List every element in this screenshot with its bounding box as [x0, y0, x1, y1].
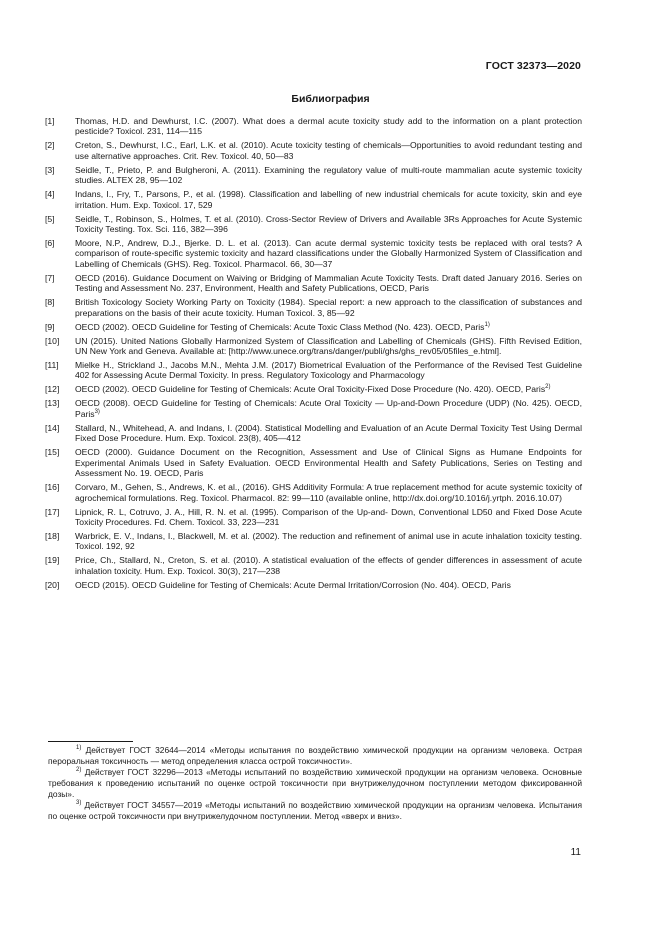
reference-item [45, 360, 582, 381]
reference-text: OECD (2002). OECD Guideline for Testing of Chemicals: Acute Oral Toxicity-Fixed Dose Procedure (No. 420). OECD, Paris [75, 384, 546, 395]
reference-number: [20] [45, 579, 60, 590]
bibliography-heading: Библиография [291, 93, 370, 105]
reference-number: [15] [45, 447, 60, 458]
footnote-reference: 3) [94, 409, 100, 416]
reference-number: [5] [45, 213, 55, 224]
reference-item [45, 116, 582, 137]
footnote [48, 800, 582, 822]
reference-item [45, 580, 582, 590]
reference-number: [6] [45, 238, 55, 249]
reference-text-block [75, 531, 582, 552]
reference-item [45, 447, 582, 478]
footnote-mark: 1) [76, 745, 82, 752]
reference-item [45, 273, 582, 294]
reference-text: OECD (2002). OECD Guideline for Testing of Chemicals: Acute Toxic Class Method (No. 423). OECD, Paris [75, 321, 485, 332]
reference-item [45, 555, 582, 576]
reference-item [45, 423, 582, 444]
reference-number: [18] [45, 530, 60, 541]
reference-number: [3] [45, 164, 55, 175]
reference-text-block [75, 297, 582, 318]
reference-number: [16] [45, 482, 60, 493]
reference-text-block [75, 555, 582, 576]
footnote-list [48, 745, 582, 822]
reference-text-block [75, 360, 582, 381]
reference-number: [8] [45, 297, 55, 308]
footnote [48, 767, 582, 799]
reference-text-block [75, 336, 582, 357]
footnote-reference: 2) [545, 384, 551, 391]
reference-item [45, 322, 582, 332]
footnote-reference: 1) [484, 321, 490, 328]
reference-number: [17] [45, 506, 60, 517]
reference-text-block [75, 273, 582, 294]
footnote-text: Действует ГОСТ 32644—2014 «Методы испытания по воздействию химической продукции на организм человека. Острая пероральная токсичность — метод определения класса острой токсичности». [48, 745, 582, 766]
reference-item [45, 189, 582, 210]
reference-number: [19] [45, 555, 60, 566]
reference-text-block [75, 140, 582, 161]
reference-text: Mielke H., Strickland J., Jacobs M.N., Mehta J.M. (2017) Biometrical Evaluation of the Performance of the Revised Test Guideline 402 for Assessing Acute Dermal Toxicity. In press. Regulatory Toxicology and Pharmacology [75, 360, 582, 381]
reference-number: [11] [45, 360, 59, 371]
reference-text: UN (2015). United Nations Globally Harmonized System of Classification and Labelling of Chemicals (GHS). Fifth Revised Edition, UN New York and Geneva. Available at: [http://www.unece.org/trans/danger/publi/ghs/ghs_rev05/05files_e.html]. [75, 335, 582, 357]
reference-text-block [75, 116, 582, 137]
reference-text-block [75, 507, 582, 528]
reference-item [45, 384, 582, 394]
reference-number: [13] [45, 398, 60, 409]
reference-text: OECD (2015). OECD Guideline for Testing of Chemicals: Acute Dermal Irritation/Corrosion (No. 404). OECD, Paris [75, 579, 511, 590]
reference-item [45, 531, 582, 552]
reference-list [45, 116, 582, 594]
reference-number: [4] [45, 189, 55, 200]
reference-text: Moore, N.P., Andrew, D.J., Bjerke. D. L. et al. (2013). Can acute dermal systemic toxicity tests be replaced with oral tests? A comparison of route-specific systemic toxicity and hazard classifications under the Globally Harmonized System of Classification and Labelling of Chemicals (GHS). Reg. Toxicol. Pharmacol. 66, 30—37 [75, 238, 582, 269]
reference-text-block [75, 482, 582, 503]
footnote-text: Действует ГОСТ 34557—2019 «Методы испытаний по воздействию химической продукции на организм человека. Испытания по оценке острой токсичности при внутрижелудочном поступлении. Метод «вверх и вниз». [48, 800, 582, 821]
reference-text: British Toxicology Society Working Party on Toxicity (1984). Special report: a new approach to the classification of substances and preparations on the basis of their acute toxicity. Human Toxicol. 3, 85—92 [75, 297, 582, 318]
reference-item [45, 507, 582, 528]
reference-item [45, 482, 582, 503]
reference-text-block [75, 423, 582, 444]
reference-item [45, 398, 582, 419]
reference-number: [12] [45, 384, 60, 395]
reference-text-block [75, 384, 582, 394]
reference-item [45, 238, 582, 269]
reference-text: Stallard, N., Whitehead, A. and Indans, I. (2004). Statistical Modelling and Evaluation of an Acute Dermal Toxicity Test Using Dermal Fixed Dose Procedure. Hum. Exp. Toxicol. 23(8), 405—412 [75, 422, 582, 444]
reference-text-block [75, 238, 582, 269]
footnote-text: Действует ГОСТ 32296—2013 «Методы испытаний по воздействию химической продукции на организм человека. Основные требования к проведению испытаний по оценке острой токсичности при внутрижелудочном поступлении методом фиксированной дозы». [48, 767, 582, 799]
reference-text-block [75, 322, 582, 332]
reference-number: [9] [45, 321, 55, 332]
page-number: 11 [570, 847, 581, 858]
footnote-mark: 2) [76, 767, 82, 774]
reference-item [45, 297, 582, 318]
reference-number: [14] [45, 422, 60, 433]
reference-text: Lipnick, R. L, Cotruvo, J. A., Hill, R. N. et al. (1995). Comparison of the Up-and- Down, Conventional LD50 and Fixed Dose Acute Toxicity Procedures. Fd. Chem. Toxicol. 33, 223—231 [75, 506, 582, 527]
reference-item [45, 165, 582, 186]
reference-text: Indans, I., Fry, T., Parsons, P., et al. (1998). Classification and labelling of new industrial chemicals for acute toxicity, skin and eye irritation. Hum. Exp. Toxicol. 17, 529 [75, 189, 582, 210]
reference-text: Corvaro, M., Gehen, S., Andrews, K. et al., (2016). GHS Additivity Formula: A true replacement method for acute systemic toxicity of agrochemical formulations. Reg. Toxicol. Pharmacol. 82: 99—110 (available online, http://dx.doi.org/10.1016/j.yrtph. 2016.10.07) [75, 482, 582, 503]
reference-item [45, 140, 582, 161]
standard-code: ГОСТ 32373—2020 [485, 60, 581, 72]
reference-text-block [75, 189, 582, 210]
reference-text: OECD (2008). OECD Guideline for Testing of Chemicals: Acute Oral Toxicity — Up-and-Down Procedure (UDP) (No. 425). OECD, Paris [75, 398, 582, 419]
footnote [48, 745, 582, 767]
reference-text: Thomas, H.D. and Dewhurst, I.C. (2007). What does a dermal acute toxicity study add to the information on a plant protection pesticide? Toxicol. 231, 114—115 [75, 116, 582, 137]
reference-text: Creton, S., Dewhurst, I.C., Earl, L.K. et al. (2010). Acute toxicity testing of chemicals—Opportunities to avoid redundant testing and use alternative approaches. Crit. Rev. Toxicol. 40, 50—83 [75, 140, 582, 161]
reference-text: Seidle, T., Robinson, S., Holmes, T. et al. (2010). Cross-Sector Review of Drivers and Available 3Rs Approaches for Acute Systemic Toxicity Testing. Tox. Sci. 116, 382—396 [75, 213, 582, 235]
reference-number: [7] [45, 272, 55, 283]
reference-number: [10] [45, 335, 60, 346]
reference-item [45, 214, 582, 235]
reference-number: [1] [45, 116, 55, 126]
reference-text: Seidle, T., Prieto, P. and Bulgheroni, A. (2011). Examining the regulatory value of multi-route mammalian acute systemic toxicity studies. ALTEX 28, 95—102 [75, 164, 582, 186]
reference-item [45, 336, 582, 357]
reference-text: Price, Ch., Stallard, N., Creton, S. et al. (2010). A statistical evaluation of the effects of gender differences in assessment of acute inhalation toxicity. Hum. Exp. Toxicol. 30(3), 217—238 [75, 555, 582, 576]
reference-text: OECD (2016). Guidance Document on Waiving or Bridging of Mammalian Acute Toxicity Tests. Draft dated January 2016. Series on Testing and Assessment No. 237, Environment, Health and Safety Publications, OECD, Paris [75, 272, 582, 294]
reference-text: Warbrick, E. V., Indans, I., Blackwell, M. et al. (2002). The reduction and refinement of animal use in acute inhalation toxicity testing. Toxicol. 192, 92 [75, 530, 582, 552]
reference-text-block [75, 447, 582, 478]
reference-text: OECD (2000). Guidance Document on the Recognition, Assessment and Use of Clinical Signs as Humane Endpoints for Experimental Animals Used in Safety Evaluation. OECD Environmental Health and Safety Publications, Series on Testing and Assessment No. 19. OECD, Paris [75, 447, 582, 479]
reference-number: [2] [45, 140, 55, 151]
reference-text-block [75, 214, 582, 235]
reference-text-block [75, 165, 582, 186]
footnote-separator [48, 741, 133, 742]
reference-text-block [75, 398, 582, 419]
footnote-mark: 3) [76, 800, 82, 807]
reference-text-block [75, 580, 582, 590]
